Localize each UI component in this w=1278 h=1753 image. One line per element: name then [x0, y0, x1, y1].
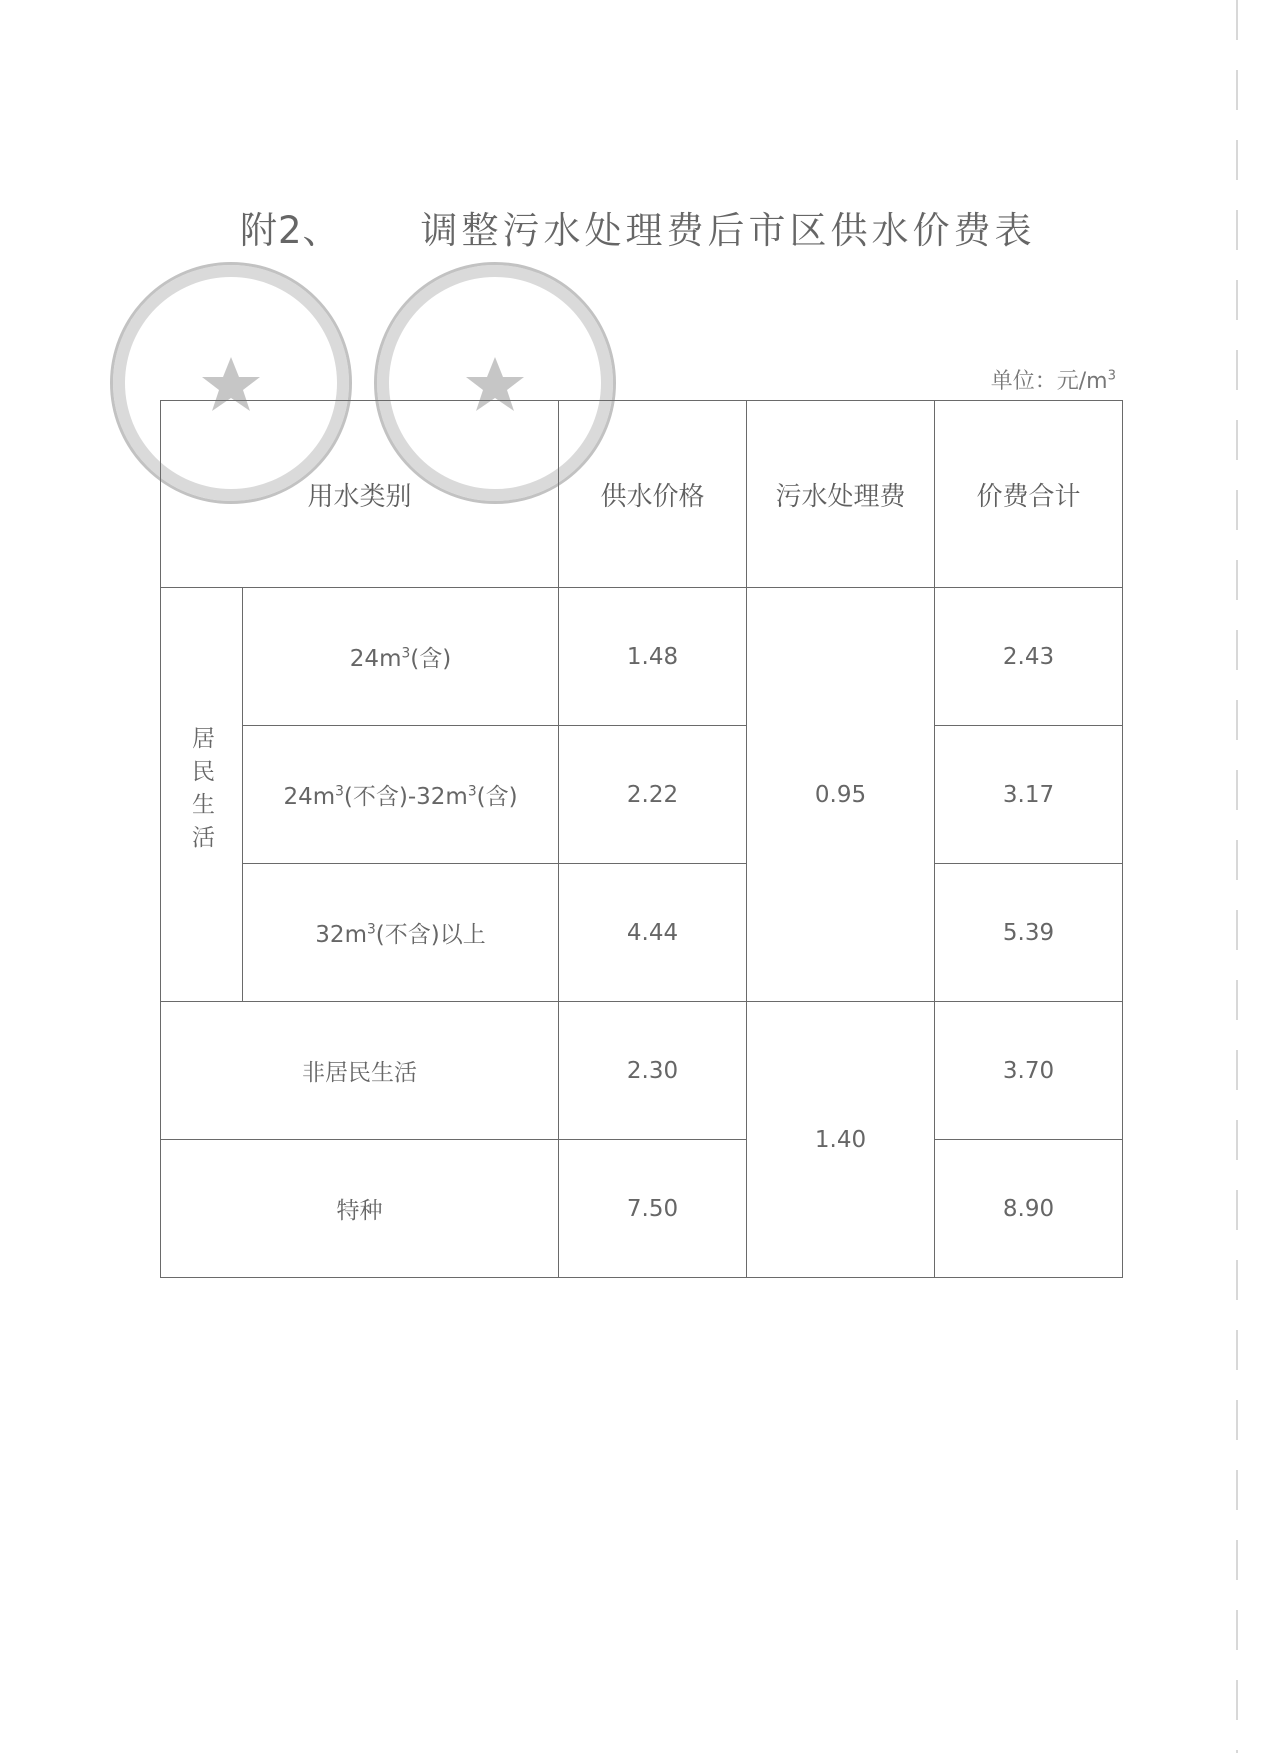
- non-residential-label: 非居民生活: [161, 1002, 559, 1140]
- table-row: [161, 1140, 1123, 1278]
- total-cell: 2.43: [935, 588, 1123, 726]
- residential-sewage-fee: 0.95: [747, 588, 935, 1002]
- header-supply-price: 供水价格: [559, 401, 747, 588]
- tier-label: $24m^3$(不含)$-32m^3$(含): [243, 726, 559, 864]
- title-text: 调整污水处理费后市区供水价费表: [420, 209, 1036, 252]
- page-edge-shadow: [1236, 0, 1238, 1753]
- table-row: [161, 588, 1123, 726]
- header-category: 用水类别: [161, 401, 559, 588]
- title-prefix: 附2、: [240, 209, 341, 252]
- unit-label: 单位：元$/m^3$: [990, 368, 1116, 394]
- table-row: [161, 864, 1123, 1002]
- non-residential-sewage-fee: 1.40: [747, 1002, 935, 1278]
- tier-label: $32m^3$(不含)以上: [243, 864, 559, 1002]
- table-row: [161, 726, 1123, 864]
- supply-price-cell: 4.44: [559, 864, 747, 1002]
- supply-price-cell: 1.48: [559, 588, 747, 726]
- table-header-row: [161, 401, 1123, 588]
- header-total: 价费合计: [935, 401, 1123, 588]
- water-price-table: [160, 400, 1123, 1278]
- supply-price-cell: 7.50: [559, 1140, 747, 1278]
- header-sewage-fee: 污水处理费: [747, 401, 935, 588]
- tier-label: $24m^3$(含): [243, 588, 559, 726]
- table-row: [161, 1002, 1123, 1140]
- total-cell: 3.70: [935, 1002, 1123, 1140]
- document-title: [240, 200, 1036, 254]
- total-cell: 5.39: [935, 864, 1123, 1002]
- total-cell: 3.17: [935, 726, 1123, 864]
- residential-label: 居民生活: [161, 588, 243, 1002]
- supply-price-cell: 2.30: [559, 1002, 747, 1140]
- total-cell: 8.90: [935, 1140, 1123, 1278]
- supply-price-cell: 2.22: [559, 726, 747, 864]
- special-label: 特种: [161, 1140, 559, 1278]
